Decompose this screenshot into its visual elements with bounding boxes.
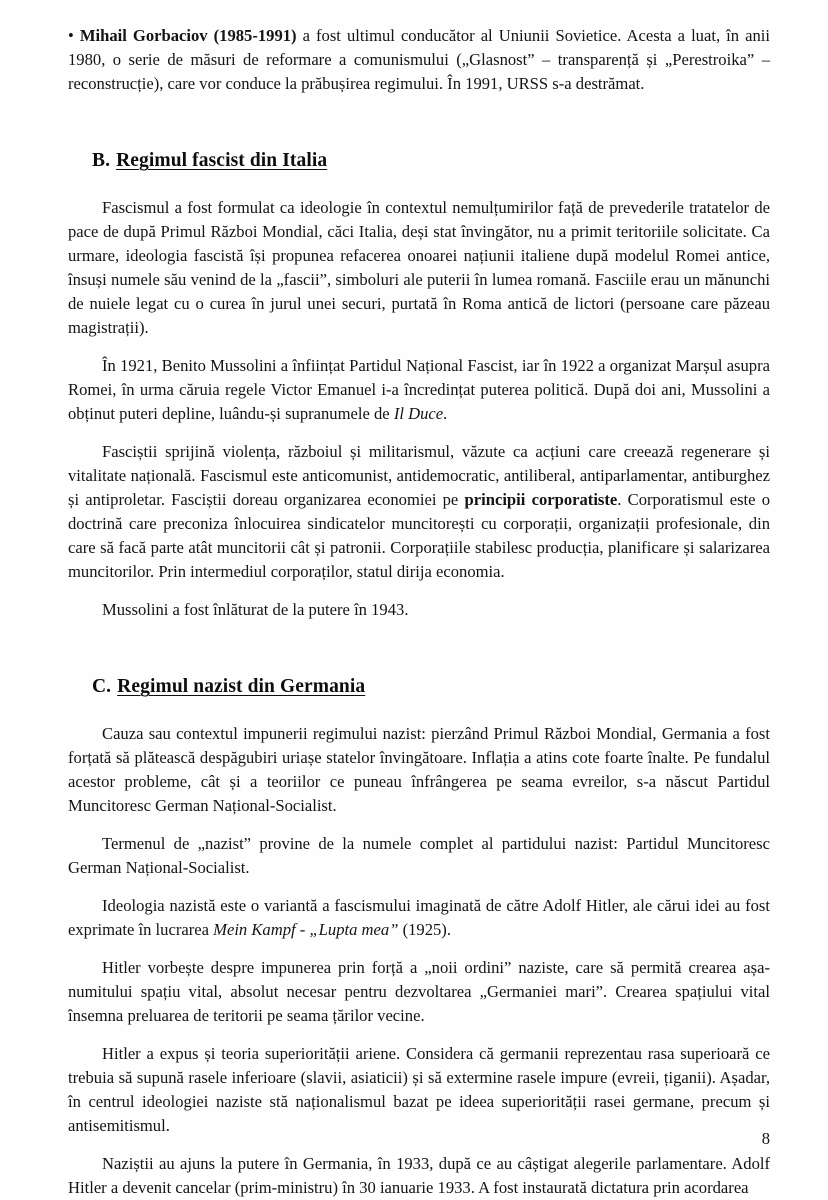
fascism-principles-text-after: . Corporatismul este o doctrină care preconiza înlocuirea sindicatelor muncitorești cu corporații, organizații profesionale, din care să facă parte atât muncitorii cât și patronii. Corporațiile stabilesc producția, planificare și salarizarea muncitorilor. Prin intermediul corporaților, statul dirija economia. — [68, 490, 770, 581]
paragraph-gorbaciov — [68, 24, 770, 96]
gorbaciov-bold-lead: Mihail Gorbaciov (1985-1991) — [79, 26, 297, 45]
spacer-2 — [68, 426, 770, 440]
paragraph-mussolini-1943: Mussolini a fost înlăturat de la putere în 1943. — [102, 600, 409, 619]
spacer-5 — [68, 880, 770, 894]
paragraph-hitler-new-order: Hitler vorbește despre impunerea prin forță a „noii ordini” naziste, care să permită crearea așa-numitului spațiu vital, absolut necesar pentru dezvoltarea „Germaniei mari”. Crearea spațiului vital însemna preluarea de teritorii pe seama țărilor vecine. — [68, 958, 770, 1025]
spacer-before-heading-b — [68, 96, 770, 148]
paragraph-nazi-ideology — [68, 894, 770, 942]
spacer-before-heading-c — [68, 622, 770, 674]
bullet-marker: • — [68, 26, 74, 45]
mussolini-1921-text-before: În 1921, Benito Mussolini a înființat Partidul Național Fascist, iar în 1922 a organizat Marșul asupra Romei, în urma căruia regele Victor Emanuel i-a încredințat puterea politică. După doi ani, Mussolini a obținut puteri depline, luându-și supranumele de — [68, 356, 770, 423]
paragraph-mussolini-1921 — [68, 354, 770, 426]
spacer-after-heading-c — [68, 700, 770, 722]
heading-c-letter: C. — [92, 676, 112, 697]
heading-section-b — [68, 148, 770, 174]
nazi-ideology-text-before: Ideologia nazistă este o variantă a fascismului imaginată de către Adolf Hitler, ale cărui idei au fost exprimate în lucrarea — [68, 896, 770, 939]
paragraph-nazist-term: Termenul de „nazist” provine de la numele complet al partidului nazist: Partidul Muncitoresc German Național-Socialist. — [68, 834, 770, 877]
spacer-6 — [68, 942, 770, 956]
spacer-3 — [68, 584, 770, 598]
spacer-after-heading-b — [68, 174, 770, 196]
fascism-principles-text-before: Fasciștii sprijină violența, războiul și militarismul, văzute ca acțiuni care creează regenerare și vitalitate națională. Fascismul este anticomunist, antidemocratic, antiliberal, antiparlamentar, antiburghez și antiproletar. Fasciștii doreau organizarea economiei pe — [68, 442, 770, 509]
paragraph-fascism-definition: Fascismul a fost formulat ca ideologie în contextul nemulțumirilor față de prevederile tratatelor de pace de după Primul Război Mondial, căci Italia, deși stat învingător, nu a primit teritoriile solicitate. Ca urmare, ideologia fascistă își propunea refacerea onoarei națiunii italiene după modelul Romei antice, însuși numele său venind de la „fascii”, simboluri ale puterii în lumea romană. Fasciile erau un mănunchi de nuiele legat cu o curea în jurul unei securi, purtată în Roma antică de lictori (persoane care păzeau magistrații). — [68, 198, 770, 337]
paragraph-nazism-cause: Cauza sau contextul impunerii regimului nazist: pierzând Primul Război Mondial, Germania a fost forțată să plătească despăgubiri uriașe statelor învingătoare. Inflația a atins cote foarte înalte. Pe fundalul acestor probleme, cât și a teoriilor ce puneau înfrângerea pe seama evreilor, s-a născut Partidul Muncitoresc German Național-Socialist. — [68, 724, 770, 815]
gorbaciov-text: a fost ultimul conducător al Uniunii Sovietice. Acesta a luat, în anii 1980, o serie de măsuri de reformare a comunismului („Glasnost” – transparență și „Perestroika” – reconstrucție), care vor conduce la prăbușirea regimului. În 1991, URSS s-a destrămat. — [68, 26, 770, 93]
document-content — [68, 24, 770, 1200]
paragraph-nazis-power-1933: Naziștii au ajuns la putere în Germania, în 1933, după ce au câștigat alegerile parlamentare. Adolf Hitler a devenit cancelar (prim-ministru) în 30 ianuarie 1933. A fost instaurată dictatura prin acordarea — [68, 1154, 770, 1197]
paragraph-aryan-theory: Hitler a expus și teoria superiorității ariene. Considera că germanii reprezentau rasa superioară ce trebuia să supună rasele inferioare (slavii, asiaticii) și să extermine rasele impure (evreii, țiganii). Așadar, în centrul ideologiei naziste stă naționalismul bazat pe ideea superiorității rasei germane, precum și antisemitismul. — [68, 1044, 770, 1135]
principii-corporatiste-bold: principii corporatiste — [464, 490, 618, 509]
heading-section-c — [68, 674, 770, 700]
page-number: 8 — [761, 1129, 770, 1148]
heading-b-title: Regimul fascist din Italia — [116, 150, 328, 171]
heading-c-title: Regimul nazist din Germania — [117, 676, 366, 697]
nazi-ideology-text-after: (1925). — [398, 920, 451, 939]
spacer-1 — [68, 340, 770, 354]
spacer-7 — [68, 1028, 770, 1042]
heading-b-letter: B. — [92, 150, 111, 171]
mein-kampf-italic: Mein Kampf - „Lupta mea” — [213, 920, 399, 939]
spacer-4 — [68, 818, 770, 832]
paragraph-fascism-principles — [68, 440, 770, 584]
spacer-8 — [68, 1138, 770, 1152]
il-duce-italic: Il Duce — [393, 404, 444, 423]
mussolini-1921-text-after: . — [443, 404, 448, 423]
